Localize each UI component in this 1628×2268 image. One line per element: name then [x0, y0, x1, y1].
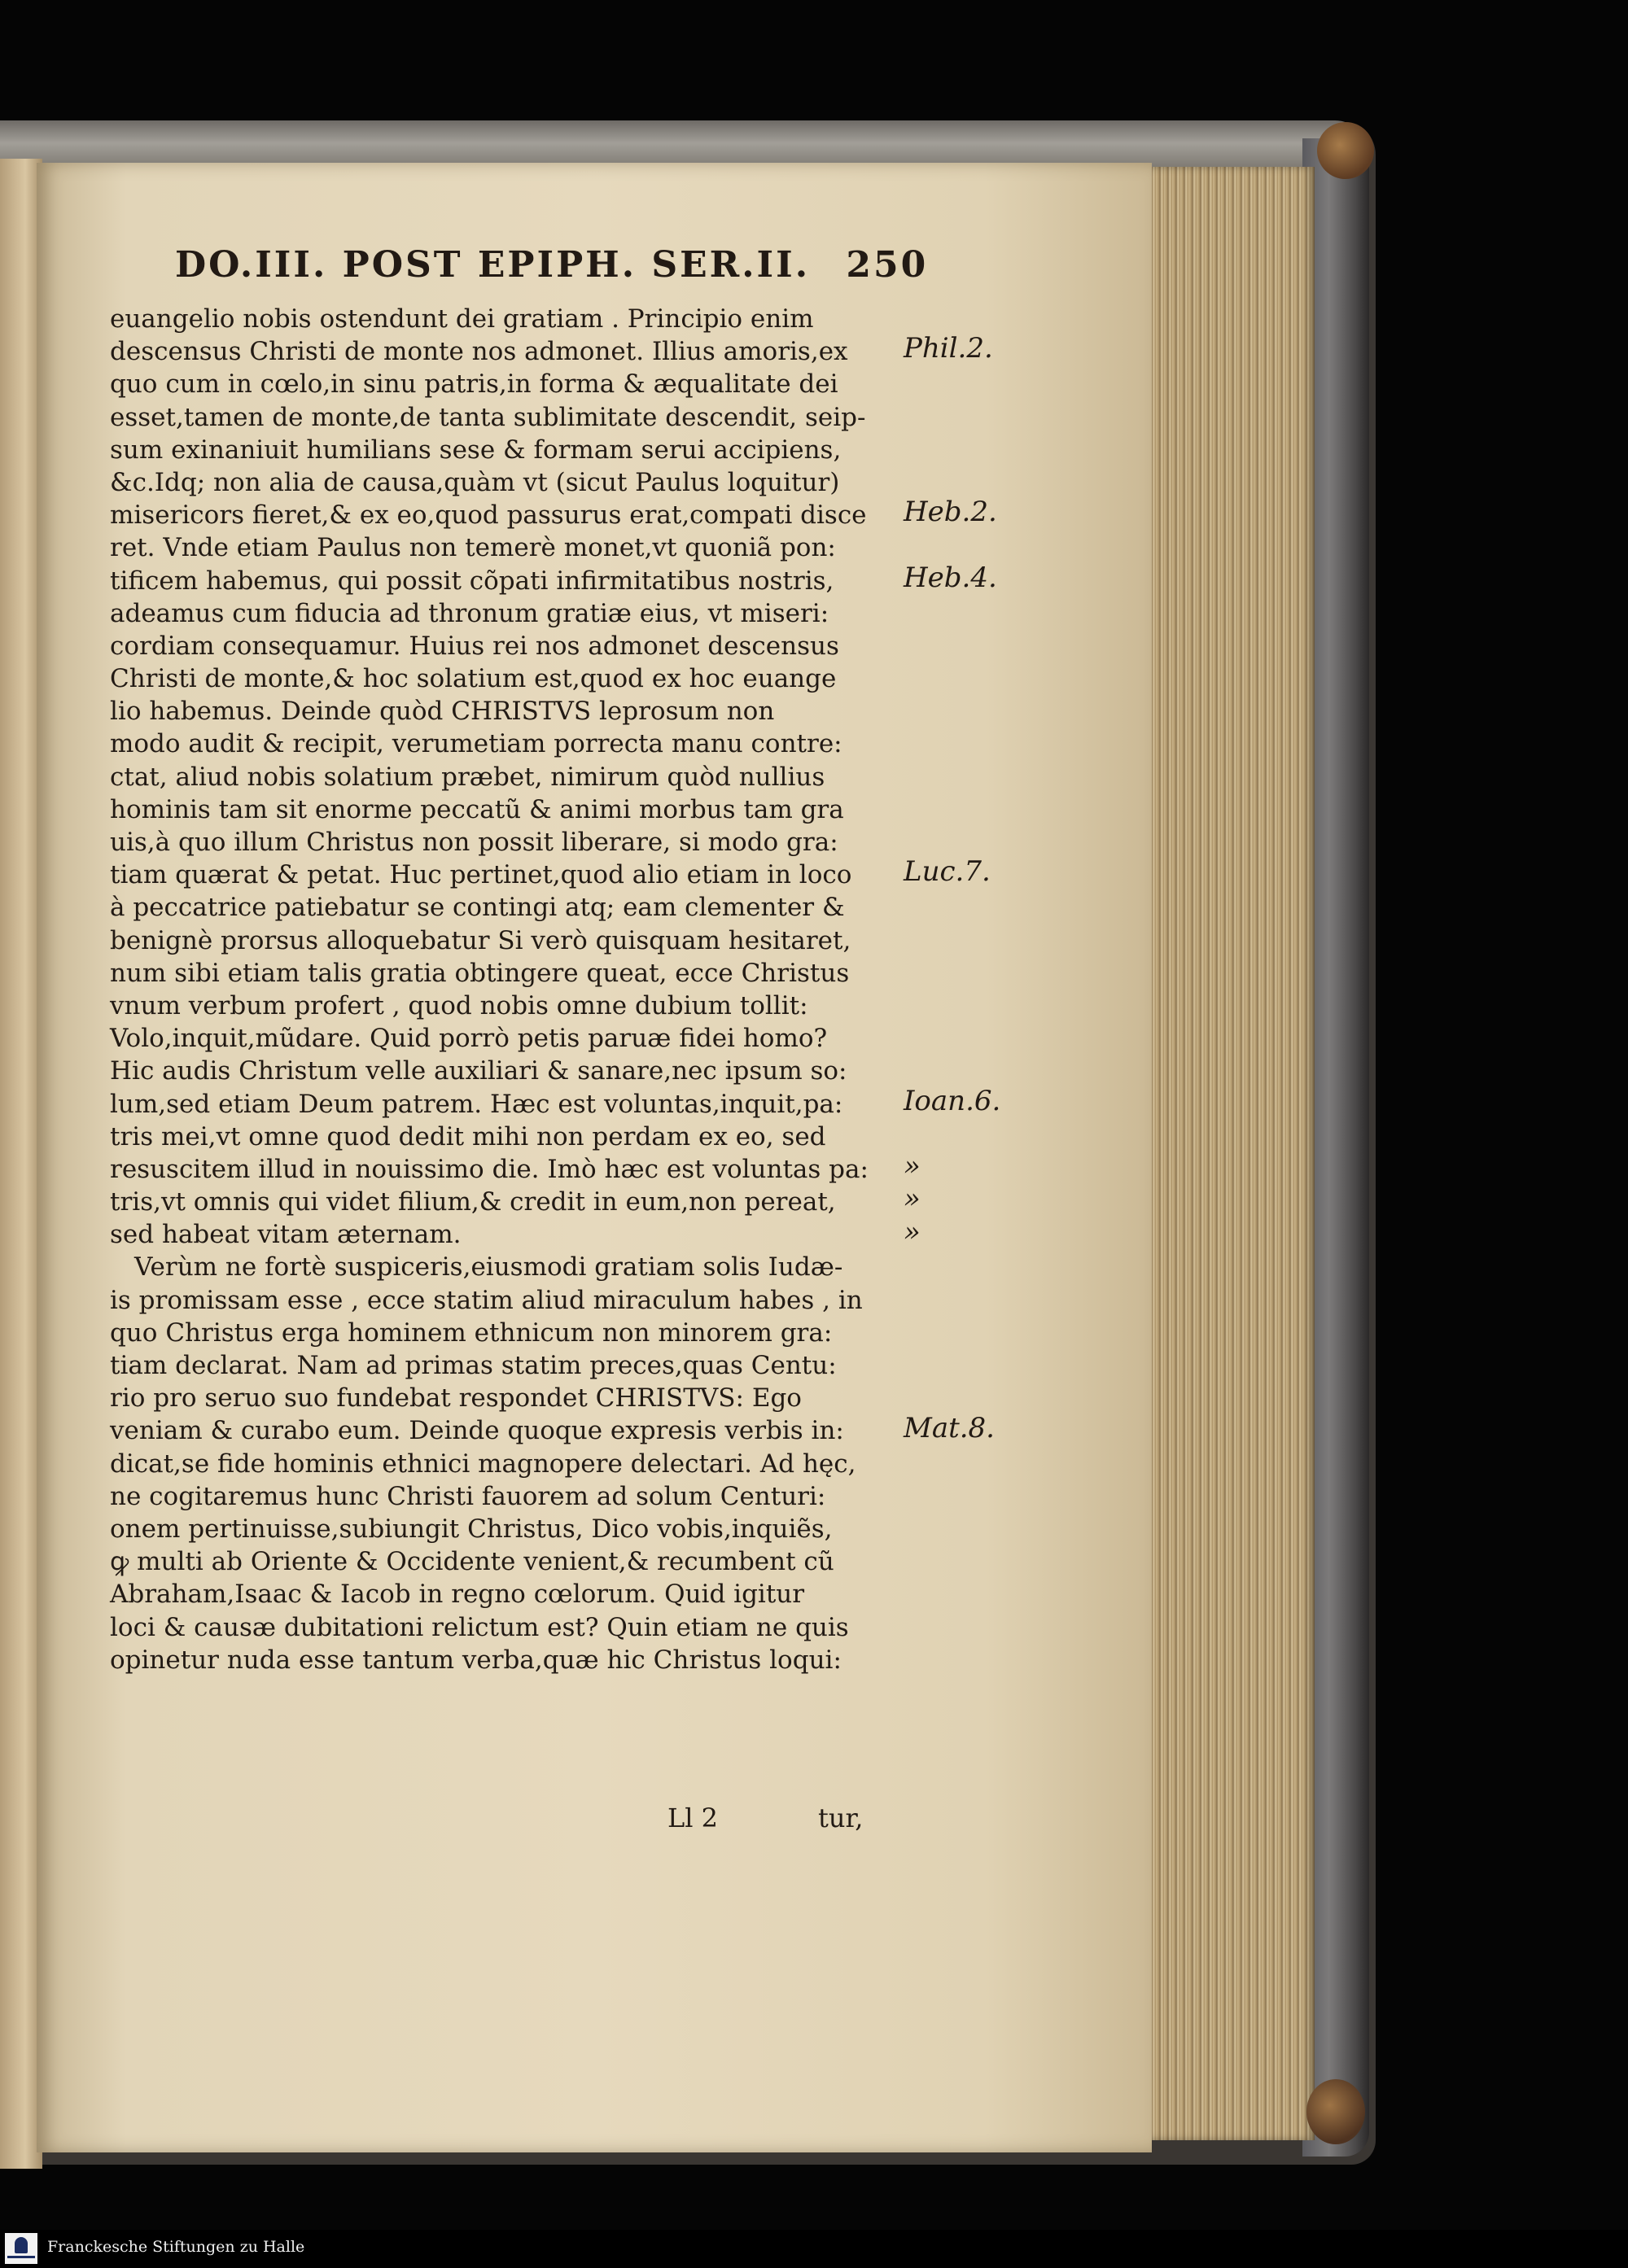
- running-head: [175, 244, 929, 286]
- text-line: euangelio nobis ostendunt dei gratiam . Principio enim: [110, 304, 814, 334]
- text-line: misericors fieret,& ex eo,quod passurus erat,compati disce: [110, 500, 867, 531]
- page-fore-edge: [1148, 167, 1315, 2140]
- margin-note: Heb.2.: [904, 496, 997, 529]
- margin-note: »: [904, 1182, 921, 1216]
- body-text: [110, 303, 908, 1676]
- text-line: sum exinaniuit humilians sese & formam serui accipiens,: [110, 435, 842, 465]
- text-line: Abraham,Isaac & Iacob in regno cœlorum. Quid igitur: [110, 1580, 805, 1610]
- text-line: modo audit & recipit, verumetiam porrecta manu contre:: [110, 729, 842, 759]
- catchword: tur,: [818, 1803, 864, 1833]
- text-line: tris mei,vt omne quod dedit mihi non perdam ex eo, sed: [110, 1121, 826, 1151]
- text-line: tificem habemus, qui possit cõpati infirmitatibus nostris,: [110, 566, 834, 596]
- text-line: num sibi etiam talis gratia obtingere queat, ecce Christus: [110, 958, 850, 988]
- running-head-title: DO.III. POST EPIPH. SER.II.: [175, 244, 811, 286]
- text-line: adeamus cum fiducia ad thronum gratiæ eius, vt miseri:: [110, 598, 829, 628]
- clasp-top: [1317, 122, 1374, 179]
- margin-note: Mat.8.: [904, 1411, 995, 1444]
- text-line: opinetur nuda esse tantum verba,quæ hic Christus loqui:: [110, 1645, 842, 1675]
- text-line: ꝙ multi ab Oriente & Occidente venient,& recumbent cũ: [110, 1547, 834, 1577]
- text-line: descensus Christi de monte nos admonet. Illius amoris,ex: [110, 337, 848, 367]
- margin-note: »: [904, 1150, 921, 1183]
- text-line: quo Christus erga hominem ethnicum non minorem gra:: [110, 1318, 833, 1348]
- text-line: lio habemus. Deinde quòd CHRISTVS leprosum non: [110, 697, 775, 727]
- margin-note: Luc.7.: [904, 855, 991, 889]
- text-line: tris,vt omnis qui videt filium,& credit in eum,non pereat,: [110, 1187, 836, 1217]
- margin-note: Ioan.6.: [904, 1084, 1001, 1117]
- text-line: benignè prorsus alloquebatur Si verò quisquam hesitaret,: [110, 925, 851, 955]
- text-line: ctat, aliud nobis solatium præbet, nimirum quòd nullius: [110, 762, 825, 792]
- text-line: Verùm ne fortè suspiceris,eiusmodi gratiam solis Iudæ-: [134, 1252, 843, 1283]
- text-line: ne cogitaremus hunc Christi fauorem ad solum Centuri:: [110, 1481, 826, 1511]
- text-line: quo cum in cœlo,in sinu patris,in forma & æqualitate dei: [110, 369, 838, 400]
- text-line: ret. Vnde etiam Paulus non temerè monet,vt quoniã pon:: [110, 533, 836, 563]
- text-line: lum,sed etiam Deum patrem. Hæc est voluntas,inquit,pa:: [110, 1089, 843, 1119]
- text-line: &c.Idq; non alia de causa,quàm vt (sicut Paulus loquitur): [110, 467, 840, 497]
- text-line: veniam & curabo eum. Deinde quoque expresis verbis in:: [110, 1416, 844, 1446]
- text-line: à peccatrice patiebatur se contingi atq; eam clementer &: [110, 893, 845, 923]
- text-line: tiam quærat & petat. Huc pertinet,quod alio etiam in loco: [110, 860, 852, 890]
- text-line: uis,à quo illum Christus non possit liberare, si modo gra:: [110, 828, 838, 857]
- margin-note: Heb.4.: [904, 561, 997, 594]
- text-line: loci & causæ dubitationi relictum est? Quin etiam ne quis: [110, 1612, 849, 1642]
- margin-note: Phil.2.: [904, 332, 993, 365]
- page-number: 250: [846, 244, 929, 286]
- text-line: Christi de monte,& hoc solatium est,quod ex hoc euange: [110, 664, 837, 694]
- text-line: sed habeat vitam æternam.: [110, 1220, 462, 1250]
- signature-mark: Ll 2: [667, 1803, 719, 1833]
- text-line: is promissam esse , ecce statim aliud miraculum habes , in: [110, 1285, 863, 1315]
- margin-note: »: [904, 1215, 921, 1248]
- clasp-bottom: [1306, 2079, 1365, 2144]
- text-line: Hic audis Christum velle auxiliari & sanare,nec ipsum so:: [110, 1056, 847, 1086]
- text-line: vnum verbum profert , quod nobis omne dubium tollit:: [110, 990, 808, 1020]
- text-line: esset,tamen de monte,de tanta sublimitate descendit, seip-: [110, 402, 866, 432]
- footer-label: Franckesche Stiftungen zu Halle: [47, 2238, 305, 2256]
- text-line: cordiam consequamur. Huius rei nos admonet descensus: [110, 631, 839, 661]
- footer-bar: [0, 2230, 1628, 2268]
- text-line: dicat,se fide hominis ethnici magnopere delectari. Ad hęc,: [110, 1449, 856, 1479]
- text-line: tiam declarat. Nam ad primas statim preces,quas Centu:: [110, 1351, 837, 1380]
- institution-logo-icon: [5, 2233, 37, 2264]
- text-line: rio pro seruo suo fundebat respondet CHRISTVS: Ego: [110, 1383, 802, 1414]
- text-line: resuscitem illud in nouissimo die. Imò hæc est voluntas pa:: [110, 1154, 869, 1184]
- text-line: hominis tam sit enorme peccatũ & animi morbus tam gra: [110, 794, 844, 824]
- text-line: onem pertinuisse,subiungit Christus, Dico vobis,inquiẽs,: [110, 1514, 833, 1544]
- text-line: Volo,inquit,mũdare. Quid porrò petis paruæ fidei homo?: [110, 1024, 828, 1054]
